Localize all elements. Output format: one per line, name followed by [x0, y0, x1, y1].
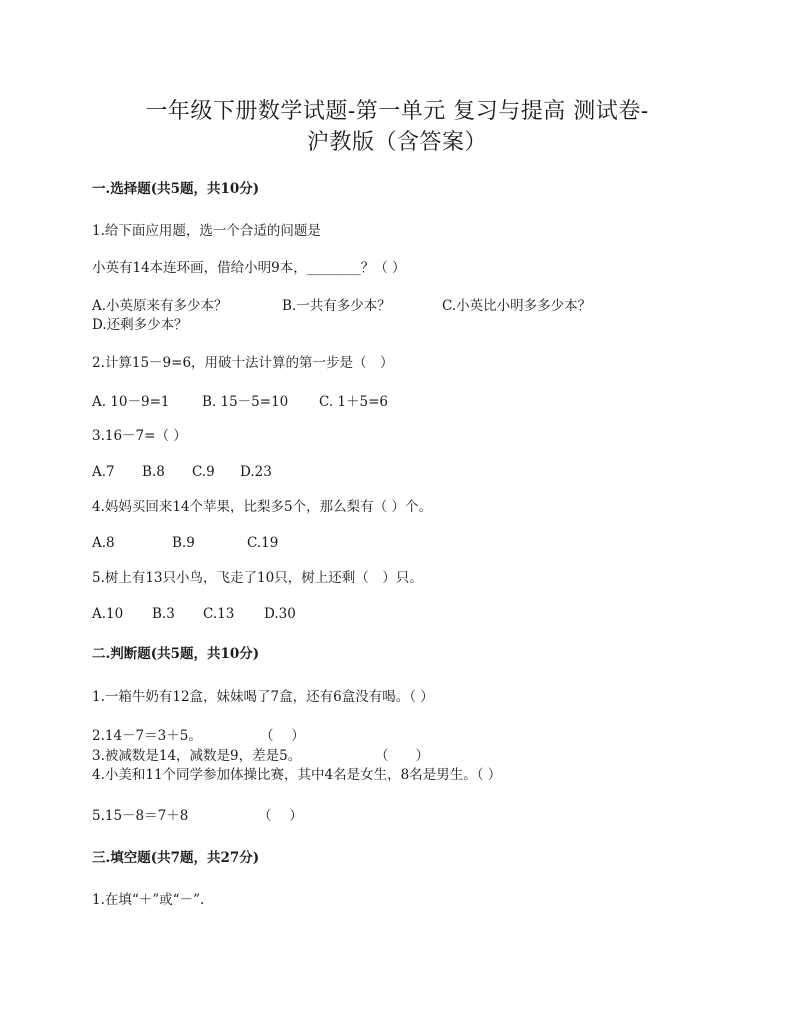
s1-q5-option-a: A.10	[92, 606, 124, 622]
s1-q1-option-c: C.小英比小明多多少本？	[442, 298, 592, 314]
s1-q1-stem: 1.给下面应用题，选一个合适的问题是	[92, 223, 321, 239]
s2-q2-text: 2.14－7＝3＋5。	[92, 728, 202, 744]
s2-q5-blank: （ ）	[258, 808, 303, 824]
s1-q1-text: 小英有14本连环画，借给小明9本，________？（ ）	[92, 260, 406, 276]
s1-q1-option-a: A.小英原来有多少本？	[92, 298, 228, 314]
s1-q5-option-d: D.30	[264, 606, 296, 622]
s1-q2-stem: 2.计算15－9=6，用破十法计算的第一步是（ ）	[92, 355, 394, 371]
document-title-line2: 沪教版（含答案）	[306, 130, 487, 155]
s1-q3-option-b: B.8	[142, 464, 165, 480]
s1-q4-option-a: A.8	[92, 535, 115, 551]
s1-q3-stem: 3.16－7=（ ）	[92, 428, 187, 444]
s1-q5-stem: 5.树上有13只小鸟，飞走了10只，树上还剩（ ）只。	[92, 570, 423, 586]
document-title-line1: 一年级下册数学试题-第一单元 复习与提高 测试卷-	[145, 99, 649, 124]
section1-heading: 一.选择题(共5题，共10分)	[92, 181, 260, 197]
s1-q4-stem: 4.妈妈买回来14个苹果，比梨多5个，那么梨有（ ）个。	[92, 499, 432, 515]
s1-q1-option-d: D.还剩多少本？	[92, 317, 188, 333]
s1-q5-option-c: C.13	[203, 606, 235, 622]
s1-q1-option-b: B.一共有多少本？	[282, 298, 391, 314]
s1-q3-option-c: C.9	[192, 464, 215, 480]
s2-q4: 4.小美和11个同学参加体操比赛，其中4名是女生，8名是男生。（ ）	[92, 767, 502, 783]
s2-q3-blank: （ ）	[375, 748, 429, 764]
s2-q1: 1.一箱牛奶有12盒，妹妹喝了7盒，还有6盒没有喝。（ ）	[92, 689, 434, 705]
s1-q2-option-a: A. 10－9=1	[92, 394, 170, 410]
section2-heading: 二.判断题(共5题，共10分)	[92, 646, 260, 662]
section3-heading: 三.填空题(共7题，共27分)	[92, 850, 260, 866]
s1-q3-option-a: A.7	[92, 464, 115, 480]
s1-q3-option-d: D.23	[240, 464, 272, 480]
s1-q5-option-b: B.3	[152, 606, 175, 622]
s3-q1: 1.在填“＋”或“－”.	[92, 892, 205, 908]
s1-q4-option-b: B.9	[172, 535, 195, 551]
s1-q2-option-b: B. 15－5=10	[202, 394, 289, 410]
s2-q5-text: 5.15－8＝7＋8	[92, 808, 189, 824]
s2-q2-blank: （ ）	[260, 728, 305, 744]
s1-q2-option-c: C. 1＋5=6	[319, 394, 389, 410]
s1-q4-option-c: C.19	[247, 535, 279, 551]
s2-q3-text: 3.被减数是14，减数是9，差是5。	[92, 748, 302, 764]
